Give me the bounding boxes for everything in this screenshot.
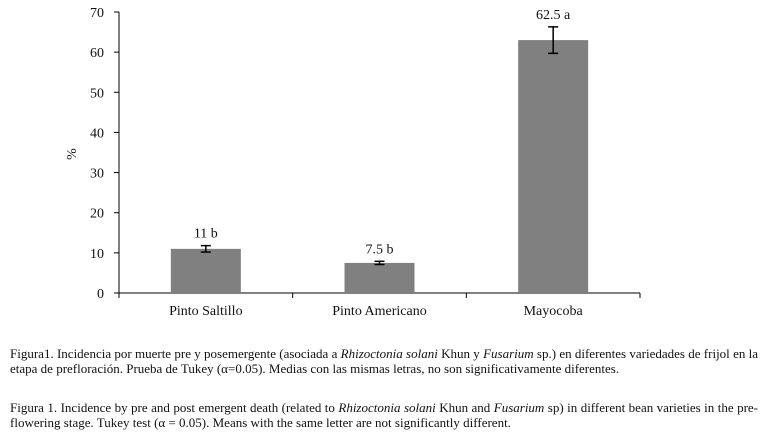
figure-caption-spanish — [10, 346, 758, 376]
caption-en-species2: Fusarium — [493, 400, 545, 415]
data-label: 11 b — [193, 226, 218, 242]
caption-es-species2: Fusarium — [483, 346, 534, 361]
y-axis-title: % — [65, 148, 80, 160]
x-category-label: Mayocoba — [523, 304, 583, 319]
bar — [345, 263, 415, 293]
x-axis — [119, 293, 640, 319]
y-tick-label: 70 — [90, 6, 104, 21]
y-tick-label: 60 — [90, 46, 104, 62]
data-labels — [194, 8, 571, 257]
y-tick-label: 0 — [97, 287, 104, 302]
data-label: 62.5 a — [536, 7, 571, 23]
y-tick-label: 40 — [90, 126, 104, 142]
figure-caption-english — [10, 400, 758, 430]
y-tick-label: 50 — [90, 86, 104, 102]
caption-es-part2: Khun y — [437, 346, 484, 361]
x-category-label: Pinto Americano — [332, 304, 427, 319]
caption-es-part3: sp.) en diferentes variedades de frijol en la etapa de prefloración. Prueba de Tukey (α=0.05). Medias con las mismas letras, no son significativamente diferentes. — [10, 346, 759, 376]
bar — [171, 249, 241, 293]
bar — [518, 40, 588, 293]
x-category-label: Pinto Saltillo — [169, 304, 243, 319]
y-tick-label: 30 — [90, 166, 104, 182]
caption-en-part2: Khun and — [435, 400, 494, 415]
caption-en-part1: Figura 1. Incidence by pre and post emergent death (related to — [10, 400, 339, 415]
y-tick-label: 10 — [90, 246, 104, 262]
y-axis — [90, 6, 119, 302]
caption-en-species1: Rhizoctonia solani — [338, 400, 436, 415]
error-bars — [201, 27, 558, 265]
data-label: 7.5 b — [365, 242, 394, 258]
caption-es-species1: Rhizoctonia solani — [340, 346, 438, 361]
caption-en-part3: sp) in different bean varieties in the pre-flowering stage. Tukey test (α = 0.05). Means with the same letter are not significantly different. — [10, 400, 758, 430]
y-tick-label: 20 — [90, 206, 104, 222]
caption-es-part1: Figura1. Incidencia por muerte pre y posemergente (asociada a — [10, 346, 341, 361]
